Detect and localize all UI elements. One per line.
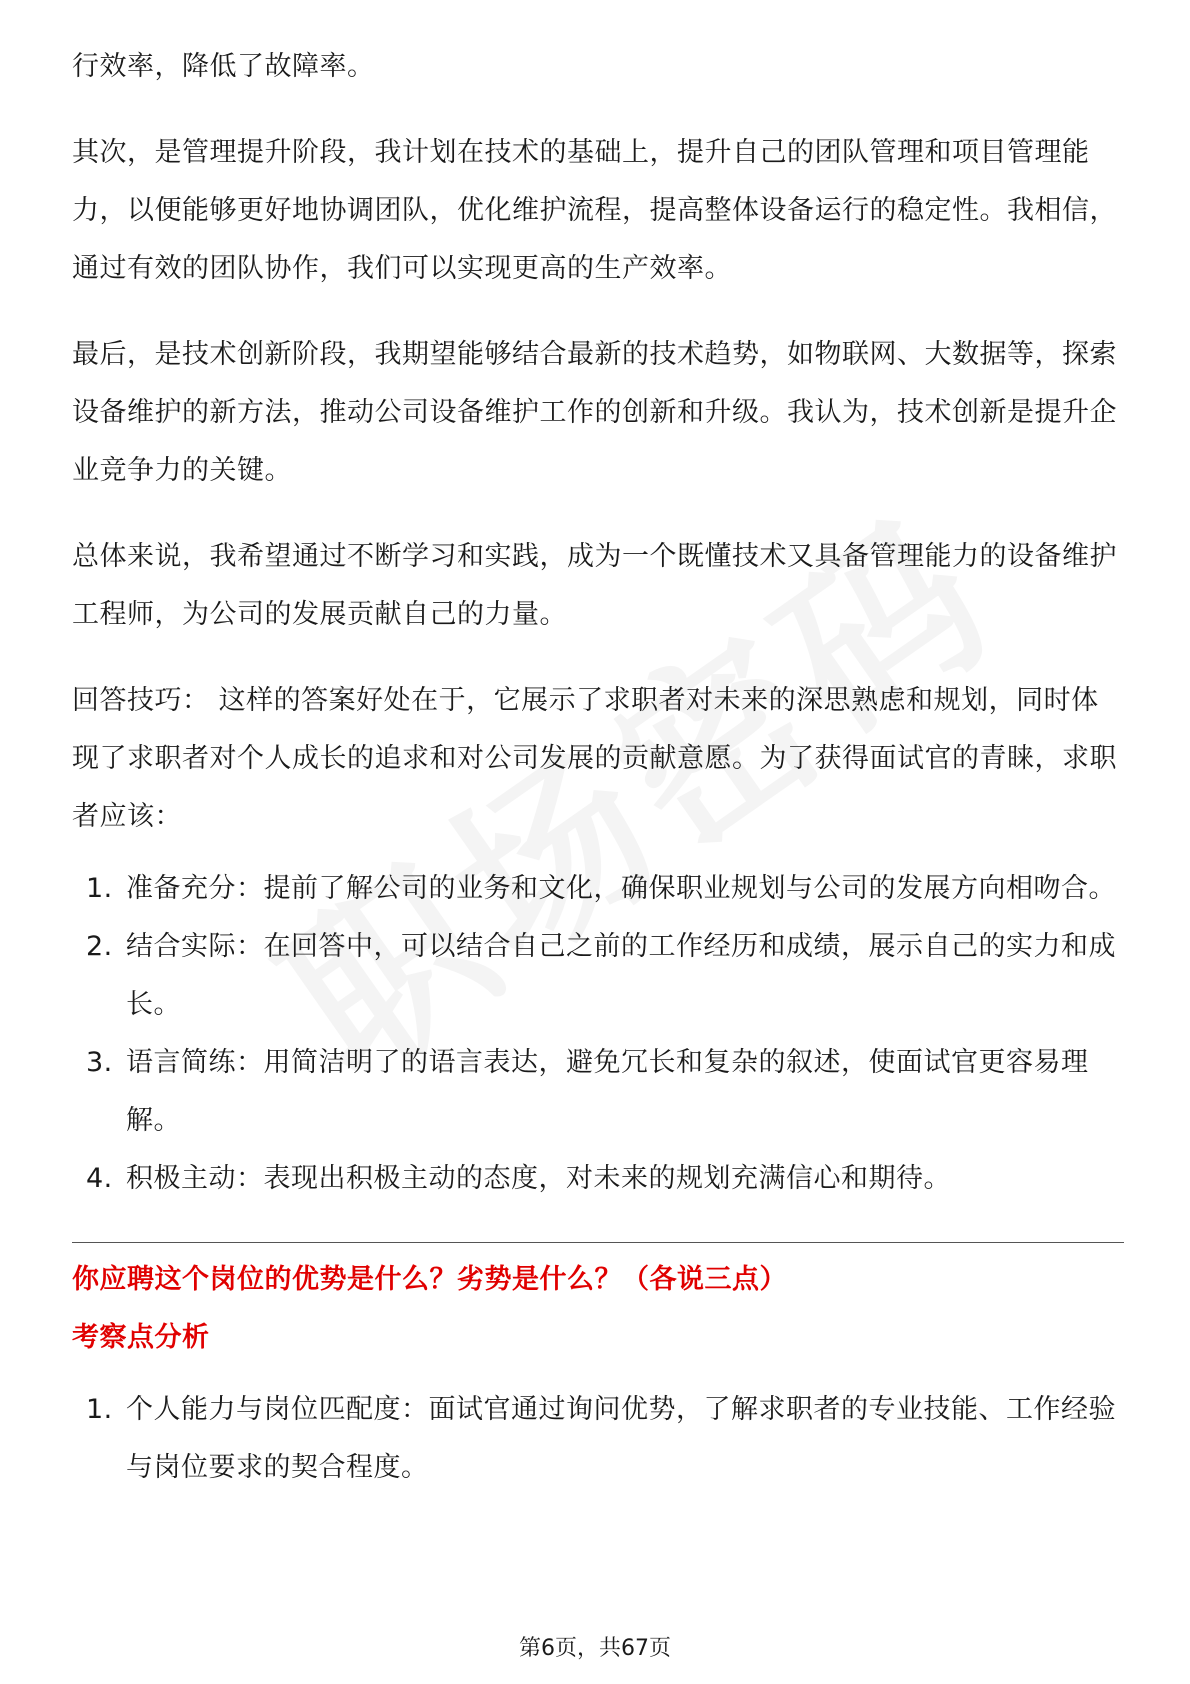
paragraph-3: 最后，是技术创新阶段，我期望能够结合最新的技术趋势，如物联网、大数据等，探索设备维护的新方法，推动公司设备维护工作的创新和升级。我认为，技术创新是提升企业竞争力的关键。 bbox=[72, 339, 1117, 486]
paragraph-4: 总体来说，我希望通过不断学习和实践，成为一个既懂技术又具备管理能力的设备维护工程师，为公司的发展贡献自己的力量。 bbox=[72, 541, 1117, 630]
paragraph-1: 行效率，降低了故障率。 bbox=[72, 51, 375, 82]
list-item: 1. 个人能力与岗位匹配度：面试官通过询问优势，了解求职者的专业技能、工作经验与岗位要求的契合程度。 bbox=[86, 1394, 1116, 1483]
list-item: 1. 准备充分：提前了解公司的业务和文化，确保职业规划与公司的发展方向相吻合。 bbox=[86, 873, 1116, 904]
tips-list bbox=[72, 860, 1124, 1208]
answer-tips-paragraph: 回答技巧： 这样的答案好处在于，它展示了求职者对未来的深思熟虑和规划，同时体现了求职者对个人成长的追求和对公司发展的贡献意愿。为了获得面试官的青睐，求职者应该： bbox=[72, 685, 1117, 832]
list-item: 4. 积极主动：表现出积极主动的态度，对未来的规划充满信心和期待。 bbox=[86, 1163, 951, 1194]
paragraph-2: 其次，是管理提升阶段，我计划在技术的基础上，提升自己的团队管理和项目管理能力，以便能够更好地协调团队，优化维护流程，提高整体设备运行的稳定性。我相信，通过有效的团队协作，我们可以实现更高的生产效率。 bbox=[72, 137, 1117, 284]
list-item: 2. 结合实际：在回答中，可以结合自己之前的工作经历和成绩，展示自己的实力和成长。 bbox=[86, 931, 1116, 1020]
page-number: 第6页，共67页 bbox=[519, 1636, 671, 1661]
question-title: 你应聘这个岗位的优势是什么？劣势是什么？（各说三点） bbox=[72, 1264, 787, 1295]
document-page bbox=[72, 38, 1124, 1497]
list-item: 3. 语言简练：用简洁明了的语言表达，避免冗长和复杂的叙述，使面试官更容易理解。 bbox=[86, 1047, 1089, 1136]
analysis-title: 考察点分析 bbox=[72, 1322, 210, 1353]
analysis-list bbox=[72, 1381, 1124, 1497]
